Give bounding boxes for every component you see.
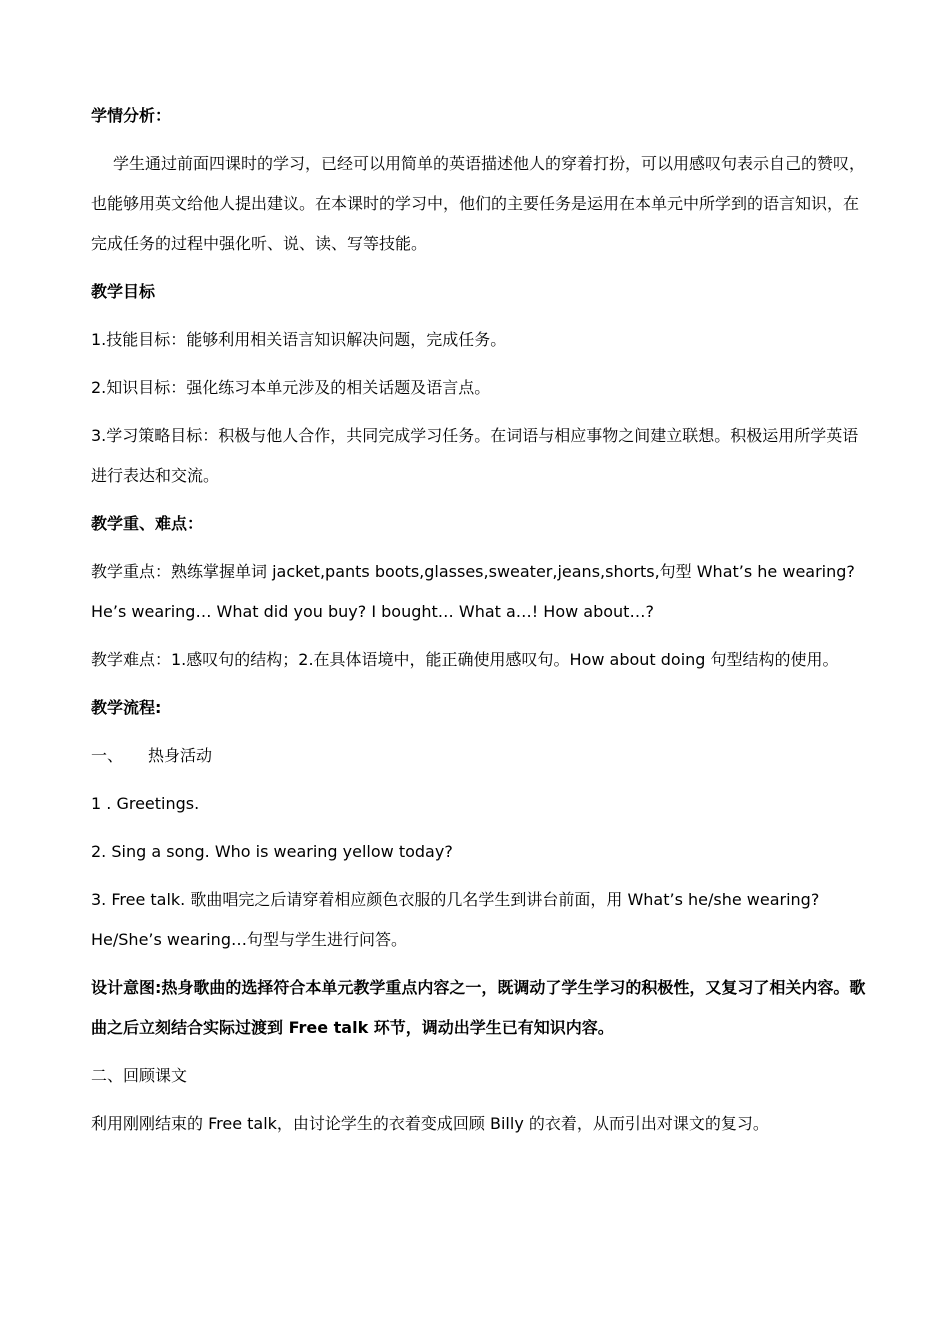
step1-item-greetings: 1 . Greetings.: [91, 794, 200, 813]
key-points-heading: 教学重、难点：: [91, 514, 204, 533]
step1-item-free-talk: 3. Free talk. 歌曲唱完之后请穿着相应颜色衣服的几名学生到讲台前面，用 What’s he/she wearing? He/She’s wearing…句型与学生进行问答。: [91, 890, 820, 949]
step2-heading: 二、回顾课文: [91, 1066, 188, 1085]
analysis-heading: 学情分析：: [91, 106, 172, 125]
analysis-paragraph: 学生通过前面四课时的学习，已经可以用简单的英语描述他人的穿着打扮，可以用感叹句表示自己的赞叹，也能够用英文给他人提出建议。在本课时的学习中，他们的主要任务是运用在本单元中所学到的语言知识，在完成任务的过程中强化听、说、读、写等技能。: [91, 154, 866, 253]
goals-heading: 教学目标: [91, 282, 156, 301]
design-intent: 设计意图:热身歌曲的选择符合本单元教学重点内容之一，既调动了学生学习的积极性，又复习了相关内容。歌曲之后立刻结合实际过渡到 Free talk 环节，调动出学生已有知识内容。: [91, 978, 866, 1037]
step1-title: 热身活动: [148, 746, 213, 765]
difficulties-paragraph: 教学难点：1.感叹句的结构；2.在具体语境中，能正确使用感叹句。How about doing 句型结构的使用。: [91, 650, 839, 669]
goal-strategy: 3.学习策略目标：积极与他人合作，共同完成学习任务。在词语与相应事物之间建立联想。积极运用所学英语进行表达和交流。: [91, 426, 859, 485]
step1-heading: [91, 736, 871, 776]
document-body: [91, 96, 871, 1144]
goal-knowledge: 2.知识目标：强化练习本单元涉及的相关话题及语言点。: [91, 378, 491, 397]
step1-item-song: 2. Sing a song. Who is wearing yellow today?: [91, 842, 453, 861]
step1-number: 一、: [91, 746, 124, 765]
process-heading: 教学流程:: [91, 698, 162, 717]
step2-paragraph: 利用刚刚结束的 Free talk，由讨论学生的衣着变成回顾 Billy 的衣着，从而引出对课文的复习。: [91, 1114, 769, 1133]
key-points-paragraph: 教学重点：熟练掌握单词 jacket,pants boots,glasses,sweater,jeans,shorts,句型 What’s he wearing? He’s wearing… What did you buy? I bought… What a…! How about…?: [91, 562, 855, 621]
goal-skill: 1.技能目标：能够利用相关语言知识解决问题，完成任务。: [91, 330, 507, 349]
